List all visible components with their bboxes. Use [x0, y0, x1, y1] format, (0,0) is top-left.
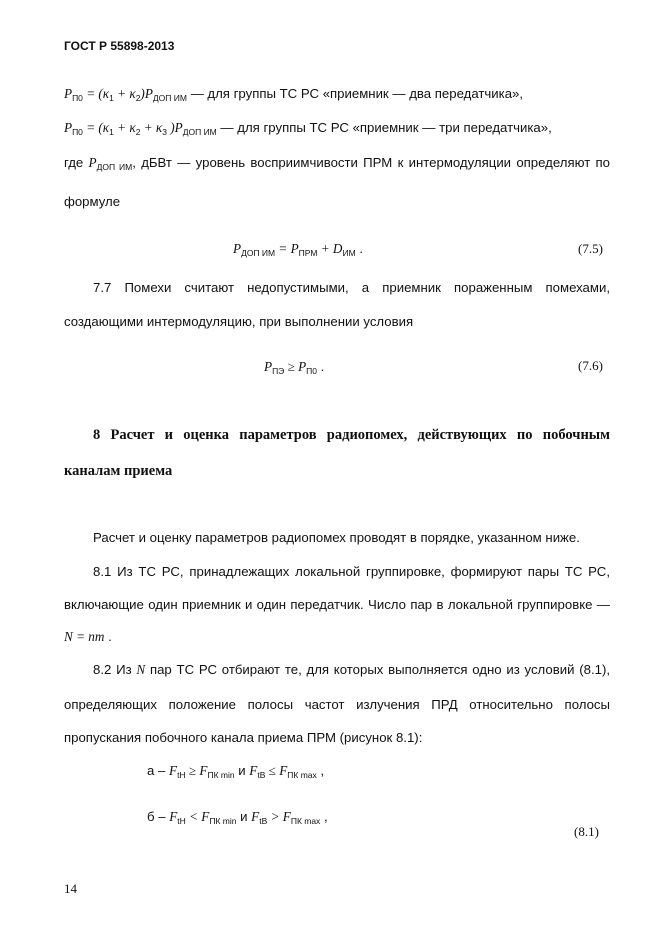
section-8-heading-line2: каналам приема — [64, 463, 173, 479]
paragraph-8-2-line3: пропускания побочного канала приема ПРМ (рисунок 8.1): — [64, 730, 423, 745]
text-formula-word: формуле — [64, 194, 121, 209]
intro-paragraph: Расчет и оценку параметров радиопомех проводят в порядке, указанном ниже. — [93, 530, 580, 545]
condition-b: $б - F_{tН} < F_{ПК min}$ и $F_{tВ} > F_{ПК max}$ , — [147, 809, 328, 826]
text-where-line: где $P_{ДОП ИМ}$, дБВт — уровень восприимчивости ПРМ к интермодуляции определяют по — [64, 155, 611, 172]
paragraph-8-2-line2: определяющих положение полосы частот излучения ПРД относительно полосы — [64, 697, 610, 712]
paragraph-7-7-line2: создающими интермодуляцию, при выполнении условия — [64, 314, 414, 329]
equation-number-7-5: (7.5) — [578, 241, 603, 256]
standard-number: ГОСТ Р 55898-2013 — [64, 39, 175, 53]
paragraph-8-1-line1: 8.1 Из ТС РС, принадлежащих локальной группировке, формируют пары ТС РС, — [93, 564, 610, 579]
equation-7-6: $P_{ПЭ} \ge P_{П0}$ . — [264, 359, 325, 376]
condition-a: $а - F_{tН} \ge F_{ПК min}$ и $F_{tВ} \le F_{ПК max}$ , — [147, 763, 325, 780]
formula-line-two-transmitters: $P_{П0} = (\kappa_1 + \kappa_2)P_{ДОП ИМ}$ — для группы ТС РС «приемник — два передатчика», — [64, 86, 524, 103]
equation-7-5: $P_{ДОП ИМ} = P_{ПРМ} + D_{ИМ}$ . — [233, 241, 363, 258]
paragraph-8-2-line1: 8.2 Из N пар ТС РС отбирают те, для которых выполняется одно из условий (8.1), — [93, 662, 611, 677]
equation-number-8-1: (8.1) — [574, 824, 599, 839]
paragraph-8-1-formula: N = nm . — [64, 629, 112, 644]
equation-number-7-6: (7.6) — [578, 358, 603, 373]
formula-line-three-transmitters: $P_{П0} = (\kappa_1 + \kappa_2 + \kappa_3$ )$P_{ДОП ИМ}$ — для группы ТС РС «приемник — три передатчика», — [64, 120, 552, 137]
paragraph-7-7-line1: 7.7 Помехи считают недопустимыми, а приемник пораженным помехами, — [93, 280, 610, 295]
section-8-heading-line1: 8 Расчет и оценка параметров радиопомех, действующих по побочным — [93, 427, 610, 443]
page-number: 14 — [64, 881, 77, 896]
paragraph-8-1-line2: включающие один приемник и один передатчик. Число пар в локальной группировке — — [64, 597, 610, 612]
